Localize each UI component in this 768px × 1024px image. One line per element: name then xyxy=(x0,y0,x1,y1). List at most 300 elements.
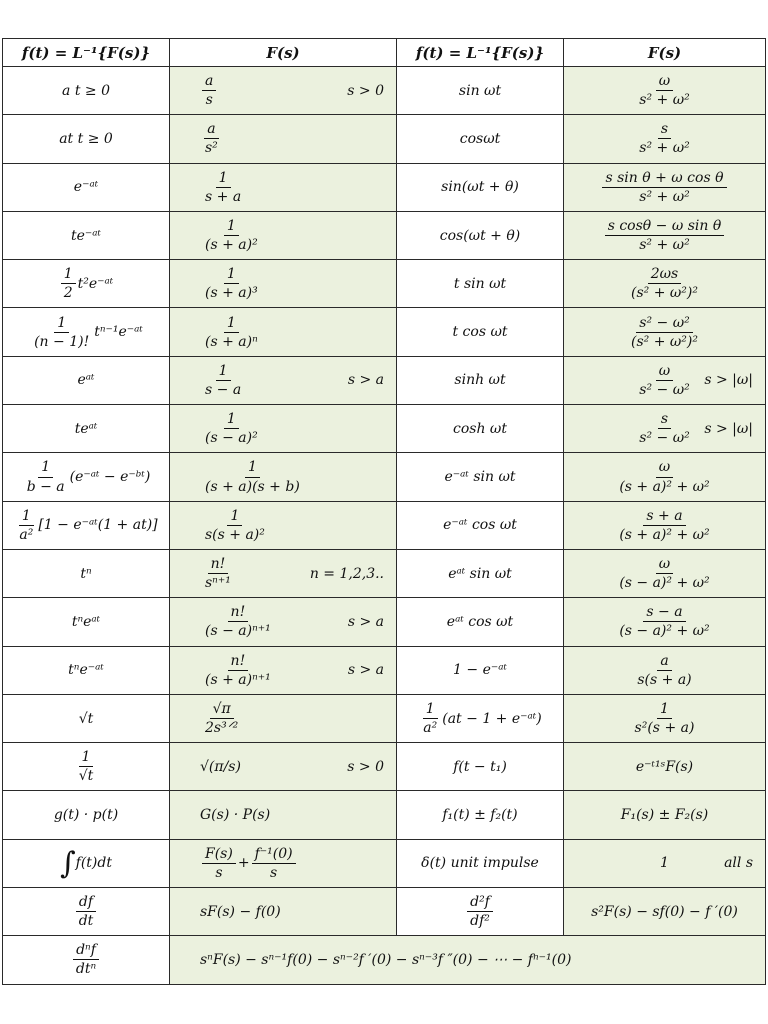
time-function-text: e⁻ᵃᵗ xyxy=(73,179,99,196)
transform-expression xyxy=(634,363,694,398)
transform-fraction xyxy=(202,73,216,108)
transform-expression xyxy=(200,212,263,259)
time-function-fraction xyxy=(467,894,493,929)
transform-right xyxy=(564,694,766,742)
laplace-transform-table xyxy=(2,38,766,985)
time-function-text: e⁻ᵃᵗ cos ωt xyxy=(443,517,517,534)
transform-expression xyxy=(614,604,714,639)
table-row xyxy=(3,405,766,453)
transform-fraction xyxy=(202,508,268,543)
time-function-left xyxy=(3,453,170,501)
transform-text: √(π/s) xyxy=(200,758,241,775)
transform-expression xyxy=(614,556,714,591)
time-function-expression xyxy=(74,894,99,929)
table-row xyxy=(3,936,766,984)
time-function-expression xyxy=(454,276,506,292)
transform-left xyxy=(170,694,397,742)
time-function-expression xyxy=(29,315,143,350)
time-function-text: tⁿeᵃᵗ xyxy=(71,613,101,630)
transform-text: s²F(s) − sf(0) − f ′(0) xyxy=(591,903,738,920)
transform-fraction-numerator: s xyxy=(658,121,671,139)
time-function-expression xyxy=(454,372,505,388)
transform-right xyxy=(564,163,766,211)
transform-expression xyxy=(660,855,669,871)
time-function-left xyxy=(3,936,170,984)
time-function-fraction-numerator: 1 xyxy=(61,266,76,284)
transform-fraction-numerator: n! xyxy=(228,653,249,671)
transform-fraction-denominator: (s − a)² + ω² xyxy=(619,623,710,640)
time-function-right xyxy=(397,549,564,597)
time-function-left xyxy=(3,308,170,356)
transform-expression xyxy=(200,743,241,790)
transform-right xyxy=(564,791,766,839)
transform-expression xyxy=(200,791,270,838)
time-function-expression xyxy=(460,131,501,147)
region-of-convergence: s > |ω| xyxy=(704,372,753,389)
time-function-expression xyxy=(441,179,519,195)
transform-fraction xyxy=(636,411,692,446)
time-function-left xyxy=(3,163,170,211)
time-function-left xyxy=(3,501,170,549)
table-row xyxy=(3,501,766,549)
transform-fraction-denominator: (s − a)² xyxy=(205,430,258,447)
time-function-expression xyxy=(452,324,507,340)
transform-fraction-denominator: (s − a)ⁿ⁺¹ xyxy=(205,623,271,640)
region-of-convergence: s > |ω| xyxy=(704,420,753,437)
transform-expression xyxy=(200,405,263,452)
region-of-convergence: s > a xyxy=(347,613,384,630)
transform-left xyxy=(170,308,397,356)
time-function-text: sinh ωt xyxy=(454,372,506,389)
time-function-expression xyxy=(22,459,151,494)
time-function-text: δ(t) unit impulse xyxy=(421,855,539,872)
region-of-convergence: all s xyxy=(724,855,753,872)
transform-left xyxy=(170,888,397,936)
region-of-convergence: s > 0 xyxy=(347,82,384,99)
table-row xyxy=(3,549,766,597)
time-function-right xyxy=(397,888,564,936)
transform-text: G(s) · P(s) xyxy=(200,807,271,824)
transform-right xyxy=(564,211,766,259)
transform-right xyxy=(564,67,766,115)
transform-fraction xyxy=(636,73,692,108)
time-function-fraction-numerator: 1 xyxy=(19,508,34,526)
transform-left xyxy=(170,501,397,549)
transform-fraction-denominator: (s + a)(s + b) xyxy=(205,478,300,495)
time-function-left xyxy=(3,549,170,597)
transform-right xyxy=(564,260,766,308)
transform-left xyxy=(170,163,397,211)
transform-text: 1 xyxy=(660,855,669,872)
transform-expression xyxy=(632,653,696,688)
time-function-text: te⁻ᵃᵗ xyxy=(70,227,101,244)
transform-fraction-denominator: s(s + a) xyxy=(637,671,692,688)
table-row xyxy=(3,888,766,936)
time-function-expression xyxy=(418,701,541,736)
time-function-left xyxy=(3,743,170,791)
time-function-text: f₁(t) ± f₂(t) xyxy=(442,807,518,824)
transform-fraction-numerator: ω xyxy=(656,556,673,574)
transform-right xyxy=(564,501,766,549)
transform-left xyxy=(170,260,397,308)
time-function-expression xyxy=(62,83,110,99)
transform-fraction-denominator: s² − ω² xyxy=(639,430,690,447)
header-F-right: F(s) xyxy=(564,39,766,67)
transform-right xyxy=(564,646,766,694)
transform-fraction-denominator: s² + ω² xyxy=(639,188,690,205)
transform-fraction-denominator: (s + a)² + ω² xyxy=(619,526,710,543)
time-function-fraction-denominator: df² xyxy=(470,913,490,930)
time-function-right xyxy=(397,308,564,356)
transform-fraction-denominator: sⁿ⁺¹ xyxy=(205,575,231,592)
header-f-left: f(t) = L⁻¹{F(s)} xyxy=(3,39,170,67)
transform-fraction-numerator: a xyxy=(202,73,216,91)
transform-fraction-numerator: n! xyxy=(228,604,249,622)
transform-expression xyxy=(636,759,693,775)
time-function-text: f(t − t₁) xyxy=(453,758,507,775)
transform-left xyxy=(170,839,397,887)
transform-fraction-denominator: s²(s + a) xyxy=(634,720,695,736)
transform-fraction-denominator: (s + a)² xyxy=(205,237,258,254)
transform-fraction-numerator: a xyxy=(657,653,671,671)
time-function-text: e⁻ᵃᵗ sin ωt xyxy=(444,469,516,486)
transform-left xyxy=(170,743,397,791)
transform-fraction-numerator: 1 xyxy=(224,411,239,429)
transform-fraction xyxy=(202,556,234,591)
time-function-right xyxy=(397,260,564,308)
transform-wide-text: sⁿF(s) − sⁿ⁻¹f(0) − sⁿ⁻²f ′(0) − sⁿ⁻³f ″(0) − ⋯ − fⁿ⁻¹(0) xyxy=(200,951,572,968)
region-of-convergence: s > a xyxy=(347,372,384,389)
transform-right xyxy=(564,549,766,597)
table-row xyxy=(3,598,766,646)
transform-fraction xyxy=(202,653,274,688)
time-function-expression xyxy=(60,846,112,881)
time-function-text: t cos ωt xyxy=(452,324,508,341)
time-function-text: g(t) · p(t) xyxy=(53,807,119,824)
time-function-expression xyxy=(444,469,515,485)
time-function-right xyxy=(397,115,564,163)
time-function-tail: [1 − e⁻ᵃᵗ(1 + at)] xyxy=(38,517,158,534)
time-function-left xyxy=(3,888,170,936)
transform-expression xyxy=(200,502,270,549)
time-function-right xyxy=(397,694,564,742)
time-function-text: eᵃᵗ cos ωt xyxy=(446,613,514,630)
transform-fraction xyxy=(616,459,712,494)
transform-fraction xyxy=(616,556,712,591)
transform-fraction-numerator: 1 xyxy=(224,218,239,236)
transform-fraction-denominator: (s² + ω²)² xyxy=(631,333,698,350)
transform-fraction-numerator: s xyxy=(658,411,671,429)
time-function-left xyxy=(3,646,170,694)
time-function-text: tⁿe⁻ᵃᵗ xyxy=(68,662,104,679)
time-function-left xyxy=(3,356,170,404)
transform-fraction-numerator: 1 xyxy=(224,266,239,284)
transform-expression xyxy=(603,218,727,253)
transform-fraction-numerator: √π xyxy=(210,701,234,719)
transform-fraction-denominator: s + a xyxy=(205,188,242,205)
time-function-fraction-numerator: 1 xyxy=(79,749,94,767)
transform-expression xyxy=(591,904,738,920)
transform-fraction-b-numerator: f⁻¹(0) xyxy=(252,846,296,864)
transform-fraction-numerator: 1 xyxy=(227,508,242,526)
time-function-text: √t xyxy=(78,710,94,727)
time-function-tail: t²e⁻ᵃᵗ xyxy=(77,275,114,292)
time-function-expression xyxy=(453,421,507,437)
time-function-fraction-denominator: 2 xyxy=(63,285,73,302)
transform-expression xyxy=(626,315,703,350)
transform-fraction-denominator: (s + a)ⁿ xyxy=(205,333,258,350)
transform-fraction-a xyxy=(202,846,236,881)
time-function-expression xyxy=(79,711,94,727)
transform-fraction-denominator: (s + a)ⁿ⁺¹ xyxy=(205,671,271,688)
time-function-left xyxy=(3,115,170,163)
time-function-expression xyxy=(80,566,91,582)
transform-right xyxy=(564,405,766,453)
transform-fraction xyxy=(636,363,692,398)
time-function-left xyxy=(3,67,170,115)
transform-text: F₁(s) ± F₂(s) xyxy=(620,807,709,824)
transform-left xyxy=(170,211,397,259)
transform-fraction-denominator: s(s + a)² xyxy=(205,526,265,543)
time-function-left xyxy=(3,791,170,839)
transform-left xyxy=(170,356,397,404)
time-function-text: cos(ωt + θ) xyxy=(439,227,521,244)
transform-expression xyxy=(200,115,223,162)
transform-expression xyxy=(634,121,694,156)
transform-expression xyxy=(634,411,694,446)
transform-right xyxy=(564,839,766,887)
transform-left xyxy=(170,115,397,163)
time-function-expression xyxy=(74,749,99,784)
time-function-right xyxy=(397,67,564,115)
transform-expression xyxy=(200,550,236,597)
plus-sign: + xyxy=(237,855,250,872)
transform-text: e⁻ᵗ¹ˢF(s) xyxy=(635,758,694,775)
time-function-expression xyxy=(440,228,520,244)
time-function-fraction xyxy=(61,266,76,301)
time-function-expression xyxy=(75,421,98,437)
transform-left xyxy=(170,549,397,597)
transform-fraction-denominator: 2s³ᐟ² xyxy=(205,720,239,736)
time-function-expression xyxy=(68,662,104,678)
time-function-right xyxy=(397,501,564,549)
transform-left xyxy=(170,791,397,839)
transform-expression xyxy=(200,308,263,355)
time-function-fraction-denominator: dtⁿ xyxy=(75,961,97,978)
time-function-text: cosh ωt xyxy=(453,420,507,437)
time-function-fraction-numerator: 1 xyxy=(423,701,438,719)
time-function-fraction xyxy=(76,749,97,784)
transform-wide xyxy=(170,936,766,984)
transform-expression xyxy=(630,701,700,736)
transform-right xyxy=(564,115,766,163)
time-function-expression xyxy=(442,807,517,823)
time-function-text: eᵃᵗ xyxy=(77,372,95,389)
time-function-text: tⁿ xyxy=(80,565,92,582)
transform-expression xyxy=(200,164,246,211)
transform-expression xyxy=(200,260,263,307)
transform-right xyxy=(564,598,766,646)
time-function-text: 1 − e⁻ᵃᵗ xyxy=(453,662,507,679)
transform-fraction-numerator: s − a xyxy=(643,604,685,622)
transform-fraction xyxy=(202,411,261,446)
time-function-right xyxy=(397,405,564,453)
time-function-left xyxy=(3,260,170,308)
time-function-left xyxy=(3,839,170,887)
time-function-text: sin(ωt + θ) xyxy=(441,179,519,196)
transform-fraction-a-numerator: F(s) xyxy=(202,846,236,864)
transform-right xyxy=(564,743,766,791)
transform-expression xyxy=(200,840,298,887)
time-function-expression xyxy=(447,614,513,630)
transform-fraction xyxy=(636,121,692,156)
time-function-expression xyxy=(54,807,118,823)
transform-fraction xyxy=(202,315,261,350)
transform-left xyxy=(170,67,397,115)
transform-left xyxy=(170,598,397,646)
time-function-text: eᵃᵗ sin ωt xyxy=(448,565,512,582)
time-function-expression xyxy=(421,855,539,871)
transform-expression xyxy=(200,357,246,404)
time-function-fraction-numerator: d²f xyxy=(467,894,493,912)
table-row xyxy=(3,839,766,887)
transform-expression xyxy=(200,695,243,742)
time-function-text: at t ≥ 0 xyxy=(59,130,113,147)
transform-expression xyxy=(614,508,714,543)
time-function-fraction-numerator: df xyxy=(76,894,96,912)
region-of-convergence: s > a xyxy=(347,662,384,679)
time-function-right xyxy=(397,791,564,839)
transform-fraction xyxy=(202,459,303,494)
transform-fraction-numerator: 1 xyxy=(216,170,231,188)
transform-fraction-numerator: s sin θ + ω cos θ xyxy=(602,170,726,188)
transform-fraction-denominator: (s − a)² + ω² xyxy=(619,575,710,592)
time-function-expression xyxy=(459,83,501,99)
time-function-fraction xyxy=(73,942,99,977)
transform-expression xyxy=(200,598,276,645)
time-function-right xyxy=(397,211,564,259)
time-function-expression xyxy=(78,372,95,388)
time-function-expression xyxy=(453,759,507,775)
time-function-tail: (at − 1 + e⁻ᵃᵗ) xyxy=(442,710,542,727)
time-function-expression xyxy=(443,517,517,533)
transform-fraction xyxy=(628,315,701,350)
time-function-tail: f(t)dt xyxy=(75,855,112,872)
time-function-right xyxy=(397,743,564,791)
transform-fraction-denominator: s² − ω² xyxy=(639,381,690,398)
transform-expression xyxy=(614,459,714,494)
transform-expression xyxy=(200,453,305,500)
time-function-right xyxy=(397,598,564,646)
transform-expression xyxy=(200,647,276,694)
transform-fraction-denominator: (s² + ω²)² xyxy=(631,285,698,302)
transform-fraction-numerator: ω xyxy=(656,73,673,91)
transform-fraction-numerator: n! xyxy=(208,556,229,574)
time-function-right xyxy=(397,839,564,887)
time-function-fraction-numerator: 1 xyxy=(54,315,69,333)
time-function-expression xyxy=(59,266,114,301)
time-function-expression xyxy=(453,662,507,678)
transform-fraction xyxy=(605,218,725,253)
transform-fraction xyxy=(616,508,712,543)
region-of-convergence: n = 1,2,3.. xyxy=(309,565,384,582)
time-function-left xyxy=(3,211,170,259)
transform-fraction-numerator: 1 xyxy=(224,315,239,333)
transform-fraction-b-denominator: s xyxy=(269,864,278,881)
transform-fraction-numerator: ω xyxy=(656,459,673,477)
time-function-fraction-denominator: b − a xyxy=(26,478,65,495)
table-body xyxy=(3,67,766,985)
transform-expression xyxy=(626,266,703,301)
time-function-fraction-denominator: (n − 1)! xyxy=(34,333,90,350)
transform-right xyxy=(564,356,766,404)
time-function-expression xyxy=(71,942,101,977)
time-function-fraction xyxy=(420,701,440,736)
transform-fraction xyxy=(616,604,712,639)
time-function-expression xyxy=(59,131,113,147)
transform-fraction-denominator: s² + ω² xyxy=(639,92,690,109)
table-row xyxy=(3,211,766,259)
transform-fraction-numerator: 2ωs xyxy=(648,266,682,284)
table-row xyxy=(3,260,766,308)
transform-fraction xyxy=(202,218,261,253)
integral-symbol: ∫ xyxy=(60,845,76,881)
transform-fraction-numerator: s cosθ − ω sin θ xyxy=(605,218,725,236)
transform-fraction-numerator: 1 xyxy=(216,363,231,381)
header-f-right: f(t) = L⁻¹{F(s)} xyxy=(397,39,564,67)
table-row xyxy=(3,743,766,791)
time-function-fraction xyxy=(31,315,92,350)
time-function-expression xyxy=(448,566,512,582)
time-function-text: a t ≥ 0 xyxy=(62,82,110,99)
time-function-right xyxy=(397,646,564,694)
transform-fraction xyxy=(202,363,244,398)
time-function-fraction-denominator: √t xyxy=(78,768,94,785)
transform-fraction-numerator: a xyxy=(204,121,218,139)
transform-left xyxy=(170,453,397,501)
transform-fraction-denominator: s − a xyxy=(205,381,242,398)
time-function-expression xyxy=(14,508,157,543)
time-function-text: cosωt xyxy=(459,130,501,147)
transform-fraction xyxy=(202,170,244,205)
time-function-right xyxy=(397,453,564,501)
time-function-fraction xyxy=(16,508,36,543)
time-function-right xyxy=(397,356,564,404)
table-row xyxy=(3,163,766,211)
table-row xyxy=(3,646,766,694)
table-row xyxy=(3,356,766,404)
time-function-tail: tⁿ⁻¹e⁻ᵃᵗ xyxy=(94,324,143,341)
transform-fraction-denominator: s² + ω² xyxy=(639,237,690,254)
time-function-expression xyxy=(72,614,100,630)
time-function-left xyxy=(3,598,170,646)
transform-fraction xyxy=(202,121,221,156)
header-F-left: F(s) xyxy=(170,39,397,67)
transform-text: sF(s) − f(0) xyxy=(200,903,281,920)
transform-fraction-b xyxy=(252,846,296,881)
table-row xyxy=(3,791,766,839)
time-function-fraction xyxy=(24,459,68,494)
transform-expression xyxy=(200,67,218,114)
transform-fraction-denominator: s² + ω² xyxy=(639,140,690,157)
time-function-expression xyxy=(465,894,495,929)
time-function-tail: (e⁻ᵃᵗ − e⁻ᵇᵗ) xyxy=(69,469,151,486)
time-function-text: sin ωt xyxy=(458,82,502,99)
transform-fraction xyxy=(602,170,726,205)
time-function-text: teᵃᵗ xyxy=(74,420,98,437)
transform-right xyxy=(564,453,766,501)
time-function-fraction-denominator: dt xyxy=(78,913,94,930)
